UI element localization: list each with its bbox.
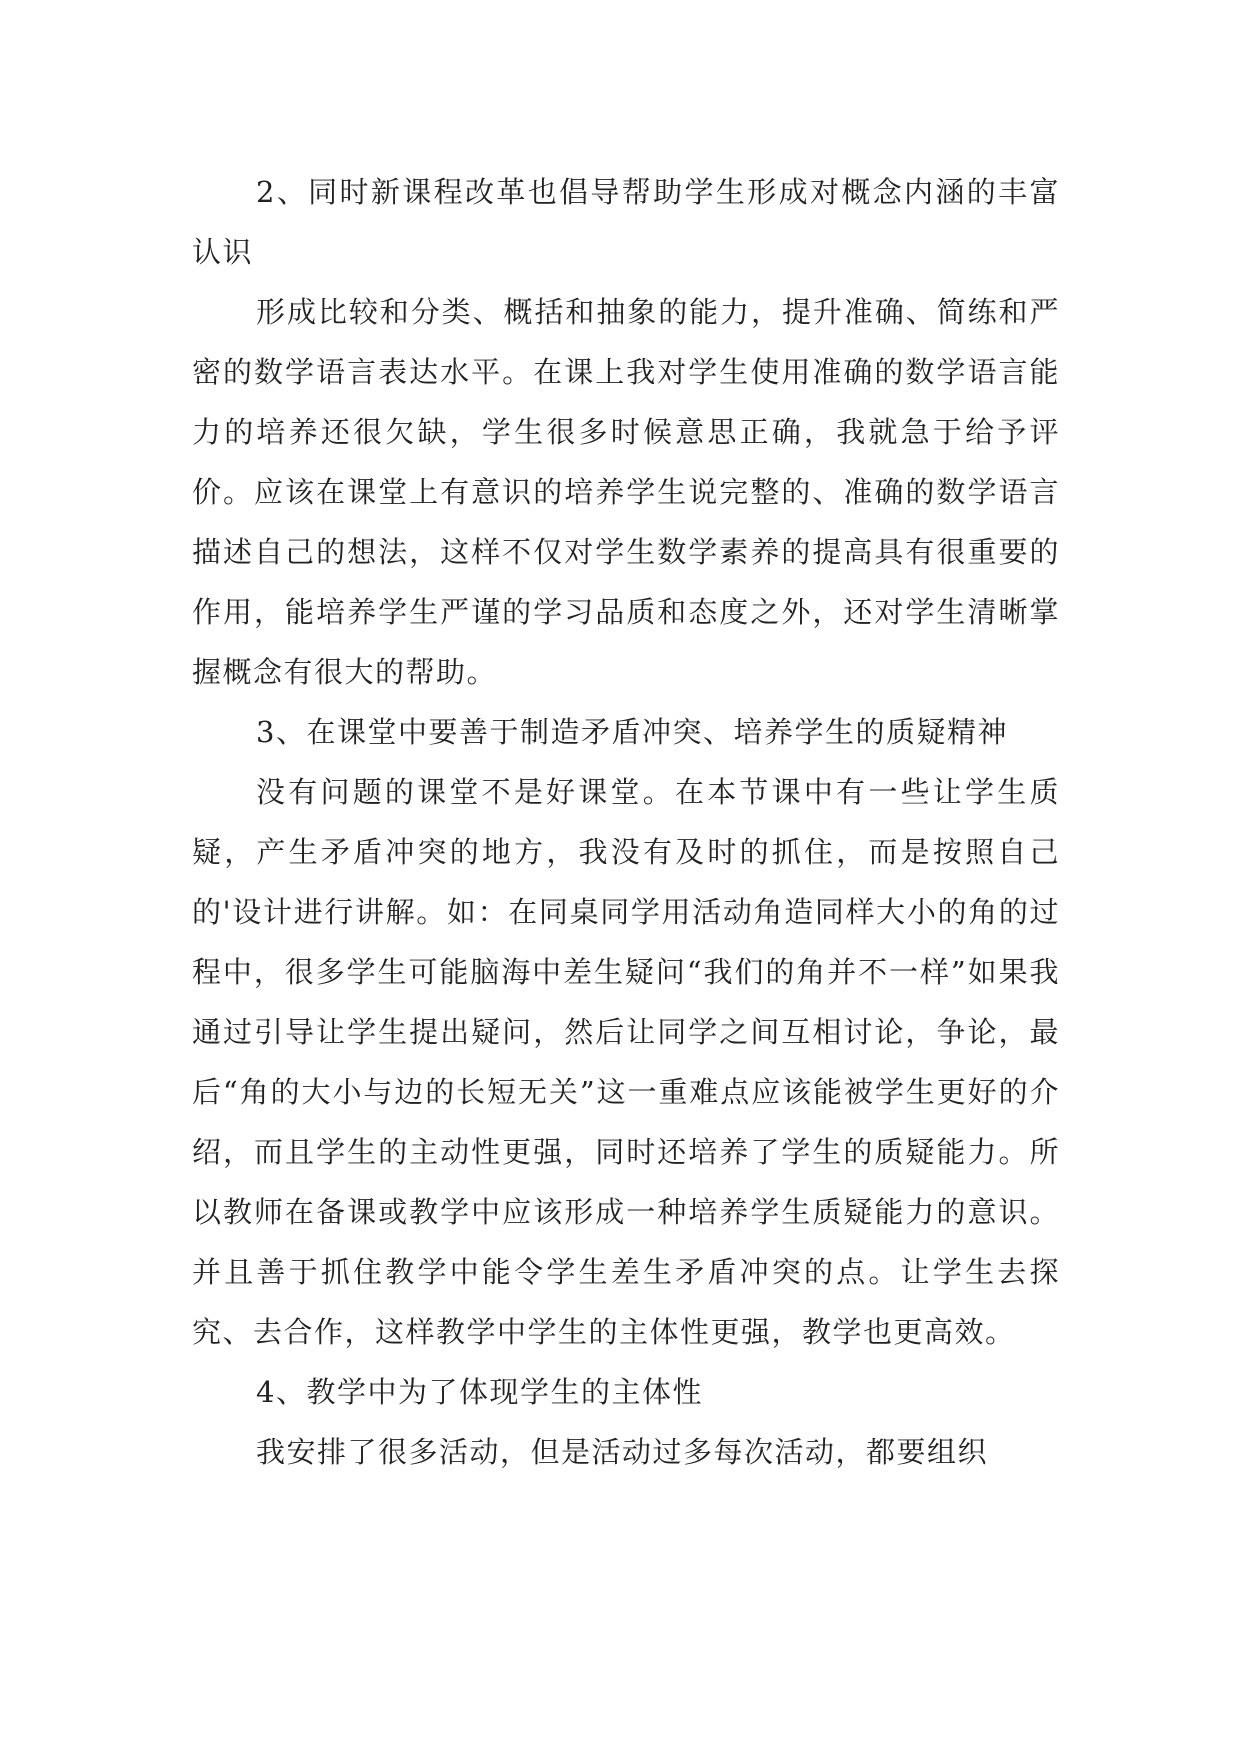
section-heading-4: 4、教学中为了体现学生的主体性 (256, 1375, 703, 1409)
body-paragraph: 没有问题的课堂不是好课堂。在本节课中有一些让学生质疑，产生矛盾冲突的地方，我没有及时的抓住，而是按照自己的'设计进行讲解。如：在同桌同学用活动角造同样大小的角的过程中，很多学生可能脑海中差生疑问“我们的角并不一样”如果我通过引导让学生提出疑问，然后让同学之间互相讨论，争论，最后“角的大小与边的长短无关”这一重难点应该能被学生更好的介绍，而且学生的主动性更强，同时还培养了学生的质疑能力。所以教师在备课或教学中应该形成一种培养学生质疑能力的意识。并且善于抓住教学中能令学生差生矛盾冲突的点。让学生去探究、去合作，这样教学中学生的主体性更强，教学也更高效。 (192, 775, 1060, 1349)
document-body (192, 162, 1060, 1482)
section-heading-2: 2、同时新课程改革也倡导帮助学生形成对概念内涵的丰富认识 (192, 175, 1060, 269)
body-paragraph: 我安排了很多活动，但是活动过多每次活动，都要组织 (256, 1435, 989, 1469)
section-heading-3: 3、在课堂中要善于制造矛盾冲突、培养学生的质疑精神 (256, 715, 1008, 749)
body-paragraph: 形成比较和分类、概括和抽象的能力，提升准确、简练和严密的数学语言表达水平。在课上我对学生使用准确的数学语言能力的培养还很欠缺，学生很多时候意思正确，我就急于给予评价。应该在课堂上有意识的培养学生说完整的、准确的数学语言描述自己的想法，这样不仅对学生数学素养的提高具有很重要的作用，能培养学生严谨的学习品质和态度之外，还对学生清晰掌握概念有很大的帮助。 (192, 295, 1060, 689)
